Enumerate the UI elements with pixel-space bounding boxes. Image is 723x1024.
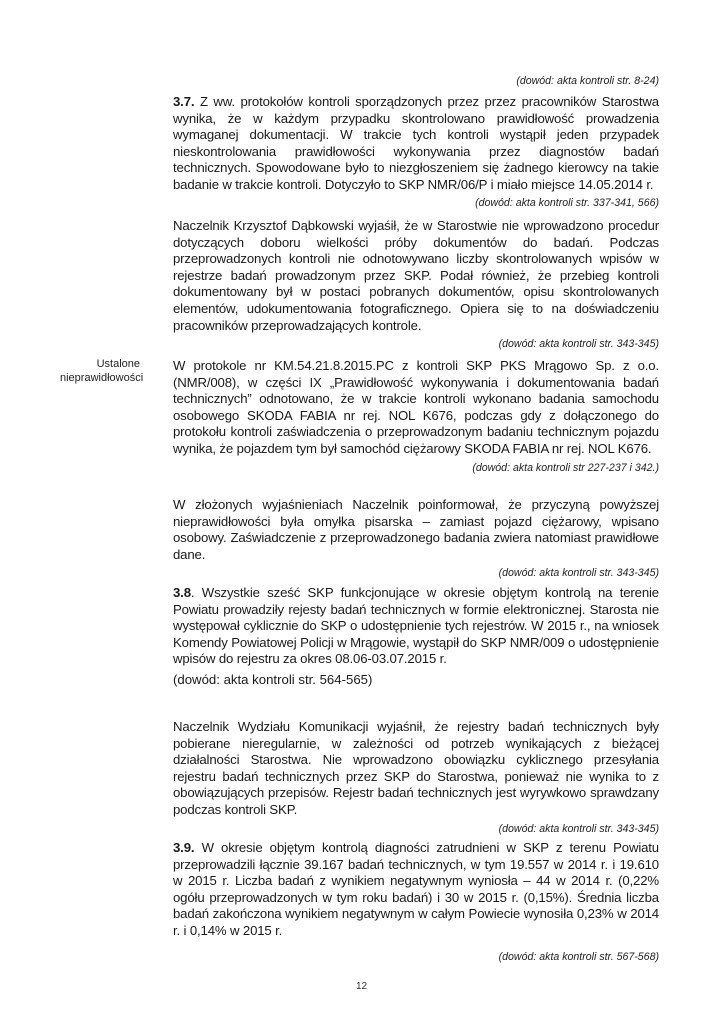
section-number: 3.7.	[173, 94, 195, 109]
section-3-7-text	[173, 94, 659, 194]
paragraph-protokol	[173, 358, 659, 475]
section-number: 3.8	[173, 585, 191, 600]
margin-note-line-2: nieprawidłowości	[60, 372, 144, 384]
evidence-note: (dowód: akta kontroli str. 343-345)	[498, 338, 659, 351]
margin-note-line-1: Ustalone	[96, 358, 140, 370]
section-3-9-text	[173, 840, 659, 940]
section-number: 3.9.	[173, 840, 195, 855]
paragraph-wyjasnienia	[173, 497, 659, 580]
paragraph-text: W protokole nr KM.54.21.8.2015.PC z kontroli SKP PKS Mrągowo Sp. z o.o. (NMR/008), w części IX „Prawidłowość wykonywania i dokumentowania badań technicznych” odnotowano, że w trakcie kontroli wykonano badania samochodu osobowego SKODA FABIA nr rej. NOL K676, podczas gdy z dołączonego do protokołu kontroli zaświadczenia o przeprowadzonym badaniu technicznym pojazdu wynika, że pojazdem tym był samochód ciężarowy SKODA FABIA nr rej. NOL K676.	[173, 358, 659, 456]
evidence-note: (dowód: akta kontroli str. 8-24)	[516, 75, 659, 87]
section-3-7	[173, 94, 659, 210]
margin-note-irregularities	[60, 357, 144, 385]
evidence-note: (dowód: akta kontroli str. 337-341, 566)	[475, 196, 659, 209]
paragraph-text: W złożonych wyjaśnieniach Naczelnik poinformował, że przyczyną powyższej nieprawidłowości była omyłka pisarska – zamiast pojazd ciężarowy, wpisano osobowy. Zaświadczenie z przeprowadzonego badania zwiera natomiast prawidłowe dane.	[173, 497, 659, 562]
section-body: Z ww. protokołów kontroli sporządzonych przez przez pracowników Starostwa wynika, że w każdym przypadku skontrolowano prawidłowość prowadzenia wymaganej dokumentacji. W trakcie tych kontroli wystąpił jeden przypadek nieskontrolowania prawidłowości wykonywania przez diagnostów badań technicznych. Spowodowane było to niezgłoszeniem się żadnego kierowcy na takie badanie w trakcie kontroli. Dotyczyło to SKP NMR/06/P i miało miejsce 14.05.2014 r.	[173, 94, 659, 192]
paragraph-text: Naczelnik Wydziału Komunikacji wyjaśnił, że rejestry badań technicznych były pobierane nieregularnie, w zależności od potrzeb wynikających z bieżącej działalności Starostwa. Nie wprowadzono obowiązku cyklicznego przesyłania rejestru badań technicznych przez SKP do Starostwa, ponieważ nie wynika to z obowiązujących przepisów. Rejestr badań technicznych jest wyrywkowo sprawdzany podczas kontroli SKP.	[173, 719, 659, 817]
paragraph-text: Naczelnik Krzysztof Dąbkowski wyjaśił, że w Starostwie nie wprowadzono procedur dotyczących doboru wielkości próby dokumentów do badań. Podczas przeprowadzonych kontroli nie odnotowywano liczby skontrolowanych wpisów w rejestrze badań prowadzonym przez SKP. Podał również, że przebieg kontroli dokumentowany był w postaci pobranych dokumentów, opisu skontrolowanych elementów, udokumentowania fotograficznego. Opiera się to na doświadczeniu pracowników przeprowadzających kontrole.	[173, 218, 659, 333]
page-number: 12	[355, 981, 368, 992]
evidence-note: (dowód: akta kontroli str. 564-565)	[173, 671, 373, 687]
paragraph-komunikacji	[173, 719, 659, 836]
evidence-note: (dowód: akta kontroli str 227-237 i 342.)	[472, 461, 659, 474]
evidence-note: (dowód: akta kontroli str. 343-345)	[498, 822, 659, 835]
section-body: . Wszystkie sześć SKP funkcjonujące w okresie objętym kontrolą na terenie Powiatu prowadziły rejesty badań technicznych w formie elektronicznej. Starosta nie występował cyklicznie do SKP o udostępnienie tych rejestrów. W 2015 r., na wniosek Komendy Powiatowej Policji w Mrągowie, wystąpił do SKP NMR/009 o udostępnienie wpisów do rejestru za okres 08.06-03.07.2015 r.	[173, 585, 659, 667]
paragraph-dabkowski	[173, 218, 659, 351]
section-3-8	[173, 585, 659, 689]
section-3-9	[173, 840, 659, 964]
evidence-note: (dowód: akta kontroli str. 567-568)	[498, 950, 659, 963]
evidence-top-block	[173, 74, 659, 88]
section-body: W okresie objętym kontrolą diagności zatrudnieni w SKP z terenu Powiatu przeprowadzili łącznie 39.167 badań technicznych, w tym 19.557 w 2014 r. i 19.610 w 2015 r. Liczba badań z wynikiem negatywnym wyniosła – 44 w 2014 r. (0,22% ogółu przeprowadzonych w tym roku badań) i 30 w 2015 r. (0,15%). Średnia liczba badań zakończona wynikiem negatywnym w całym Powiecie wynosiła 0,23% w 2014 r. i 0,14% w 2015 r.	[173, 840, 659, 938]
section-3-8-text	[173, 585, 659, 668]
evidence-note: (dowód: akta kontroli str. 343-345)	[498, 567, 659, 580]
